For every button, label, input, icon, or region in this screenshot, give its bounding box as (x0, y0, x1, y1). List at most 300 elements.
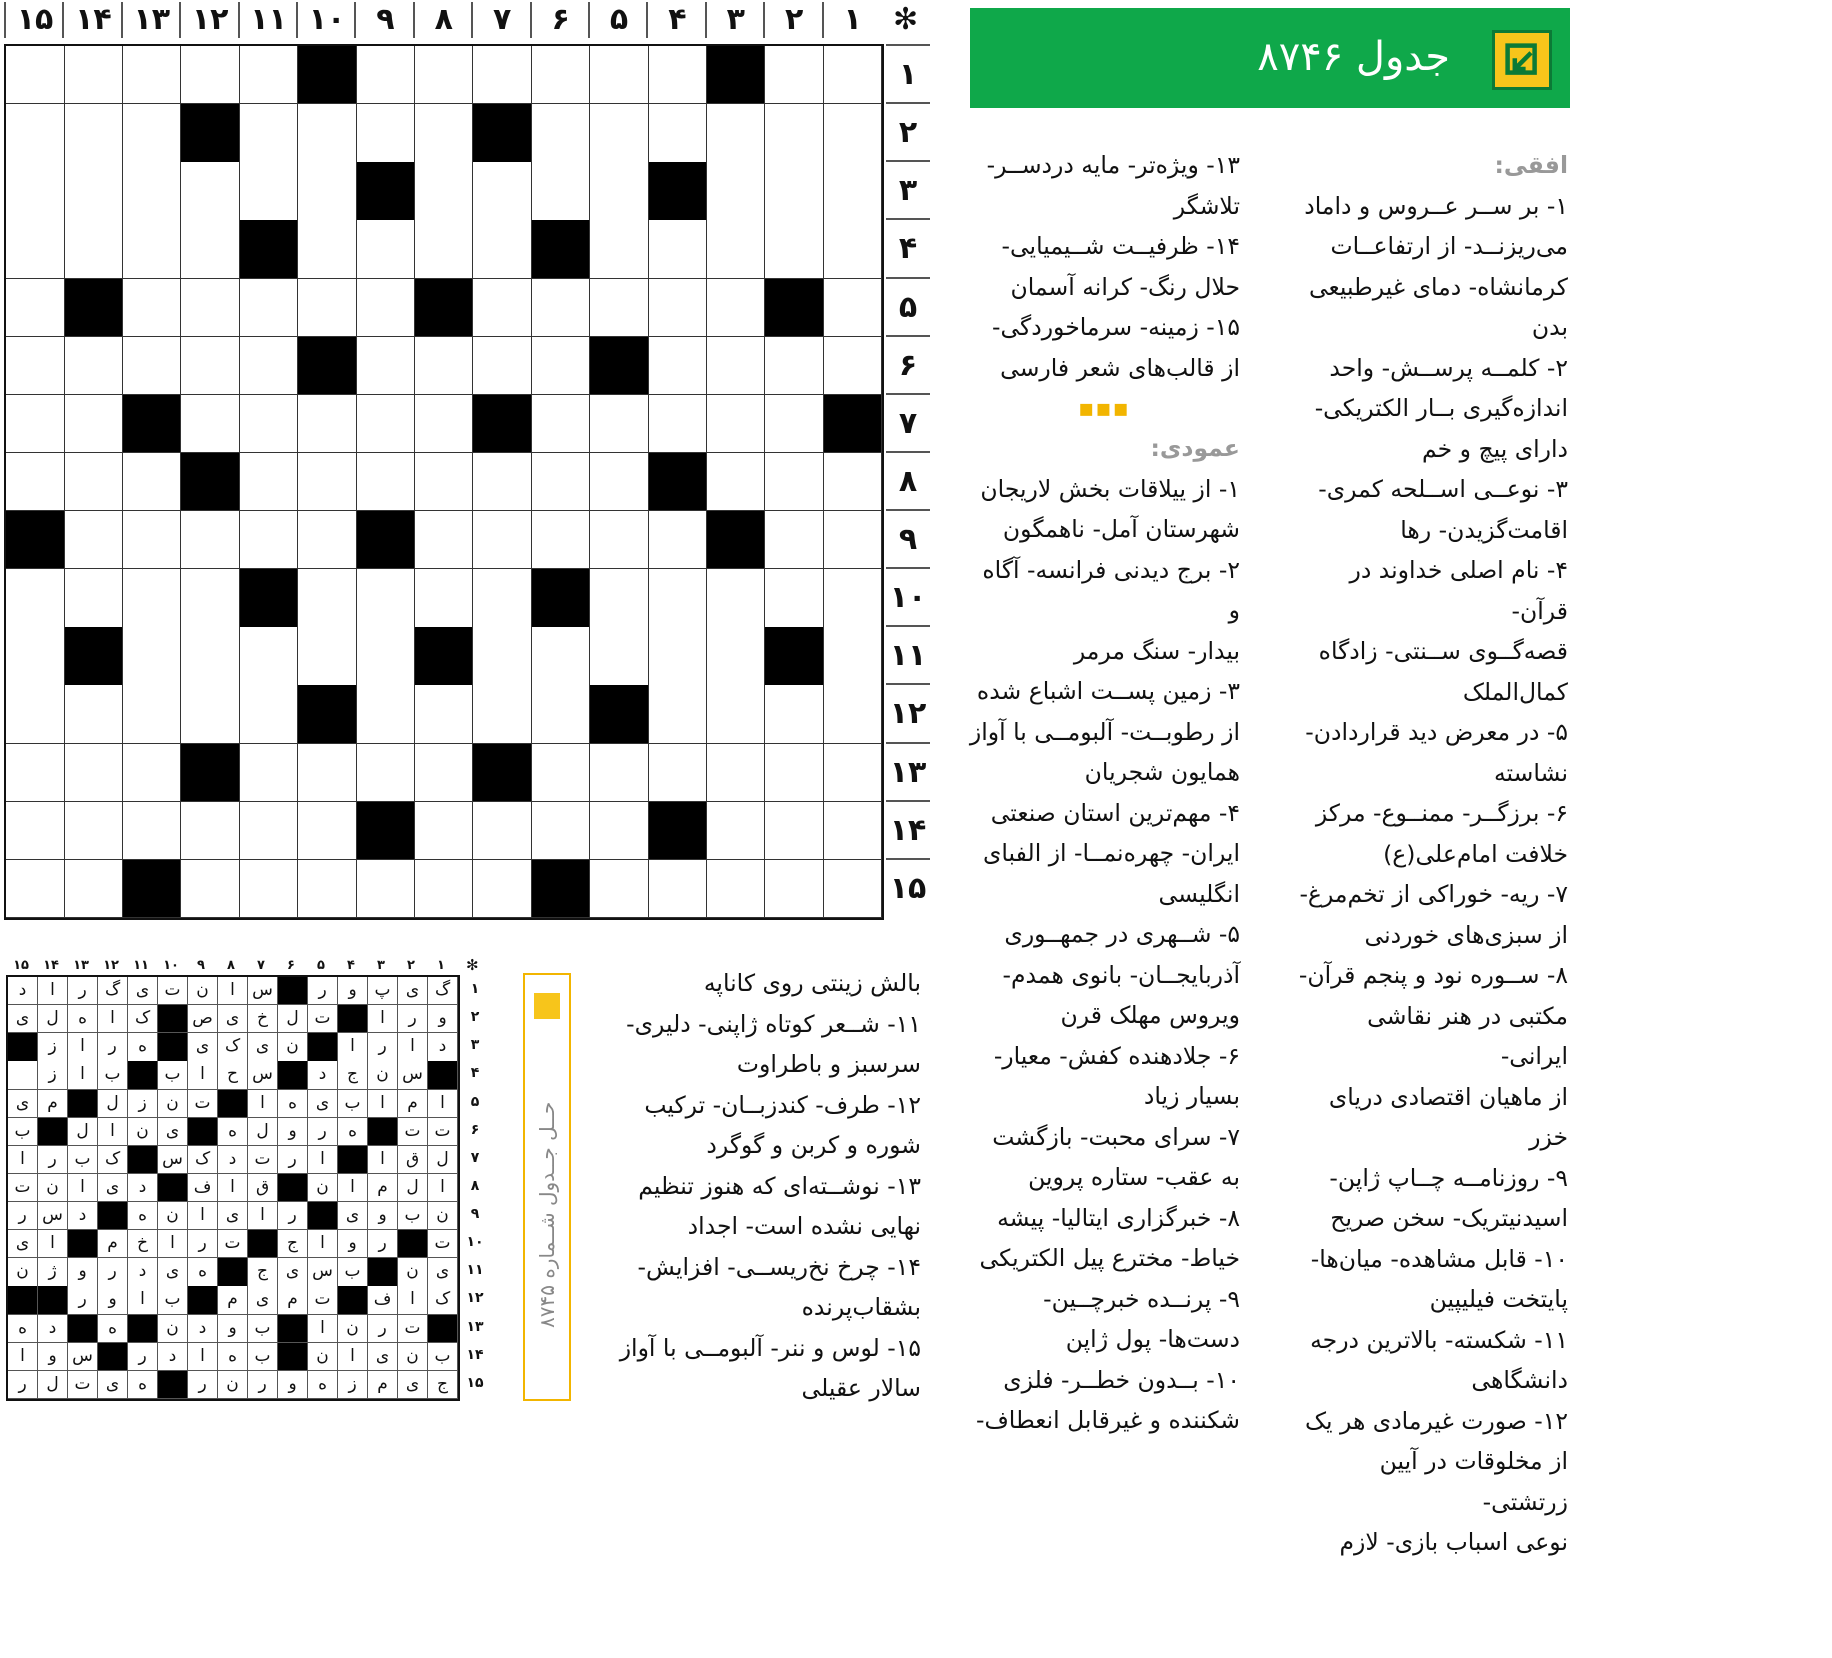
solution-cell: ی (8, 1090, 38, 1118)
grid-cell[interactable] (648, 627, 707, 685)
grid-cell[interactable] (824, 220, 883, 278)
solution-cell: خ (128, 1230, 158, 1258)
crossword-grid[interactable] (4, 44, 884, 920)
grid-cell[interactable] (707, 337, 766, 395)
grid-cell[interactable] (532, 627, 591, 685)
grid-cell[interactable] (181, 220, 240, 278)
grid-cell[interactable] (181, 46, 240, 104)
grid-cell[interactable] (590, 104, 649, 162)
grid-cell[interactable] (181, 511, 240, 569)
grid-cell[interactable] (824, 685, 883, 743)
grid-cell[interactable] (356, 104, 415, 162)
solution-black-cell (68, 1230, 98, 1258)
grid-cell[interactable] (415, 744, 474, 802)
grid-cell[interactable] (415, 685, 474, 743)
grid-cell[interactable] (356, 46, 415, 104)
grid-cell[interactable] (765, 337, 824, 395)
grid-cell[interactable] (707, 104, 766, 162)
solution-cell: د (218, 1146, 248, 1174)
grid-cell[interactable] (6, 162, 65, 220)
solution-cell: س (158, 1146, 188, 1174)
grid-cell[interactable] (415, 860, 474, 918)
solution-cell: د (158, 1343, 188, 1371)
grid-cell[interactable] (6, 627, 65, 685)
grid-cell[interactable] (240, 453, 299, 511)
solution-cell: ت (428, 1230, 458, 1258)
solution-cell: ر (248, 1371, 278, 1399)
grid-cell[interactable] (6, 569, 65, 627)
grid-cell[interactable] (415, 395, 474, 453)
solution-cell: م (278, 1286, 308, 1314)
grid-cell[interactable] (123, 802, 182, 860)
grid-cell[interactable] (6, 685, 65, 743)
solution-black-cell (218, 1258, 248, 1286)
grid-cell[interactable] (181, 685, 240, 743)
grid-cell[interactable] (590, 860, 649, 918)
grid-cell[interactable] (824, 279, 883, 337)
grid-black-cell (648, 162, 707, 220)
solution-black-cell (68, 1090, 98, 1118)
grid-cell[interactable] (64, 46, 123, 104)
grid-cell[interactable] (298, 162, 357, 220)
grid-black-cell (240, 569, 299, 627)
clue-line: انگلیسی (1158, 879, 1240, 908)
grid-cell[interactable] (473, 685, 532, 743)
grid-cell[interactable] (824, 802, 883, 860)
grid-cell[interactable] (532, 802, 591, 860)
grid-cell[interactable] (298, 802, 357, 860)
grid-cell[interactable] (532, 744, 591, 802)
grid-cell[interactable] (532, 46, 591, 104)
grid-cell[interactable] (240, 279, 299, 337)
grid-cell[interactable] (648, 337, 707, 395)
grid-cell[interactable] (648, 279, 707, 337)
grid-cell[interactable] (415, 511, 474, 569)
grid-cell[interactable] (765, 569, 824, 627)
grid-cell[interactable] (765, 685, 824, 743)
solution-cell: ل (98, 1090, 128, 1118)
grid-cell[interactable] (356, 685, 415, 743)
solution-cell: ه (338, 1118, 368, 1146)
grid-cell[interactable] (181, 279, 240, 337)
grid-cell[interactable] (181, 802, 240, 860)
grid-cell[interactable] (415, 337, 474, 395)
grid-cell[interactable] (532, 395, 591, 453)
grid-cell[interactable] (181, 860, 240, 918)
grid-cell[interactable] (707, 162, 766, 220)
grid-cell[interactable] (181, 395, 240, 453)
grid-cell[interactable] (64, 802, 123, 860)
grid-cell[interactable] (648, 860, 707, 918)
solution-black-cell (8, 1033, 38, 1061)
grid-cell[interactable] (590, 802, 649, 860)
grid-cell[interactable] (765, 46, 824, 104)
grid-cell[interactable] (532, 279, 591, 337)
grid-cell[interactable] (473, 220, 532, 278)
clue-line: ۱۲- صورت غیرمادی هر یک (1304, 1406, 1568, 1435)
grid-cell[interactable] (240, 104, 299, 162)
solution-cell: د (428, 1033, 458, 1061)
solution-cell: س (68, 1343, 98, 1371)
solution-cell: ا (68, 1061, 98, 1089)
clue-line: بشقاب‌پرنده (801, 1293, 921, 1321)
grid-cell[interactable] (123, 220, 182, 278)
grid-cell[interactable] (648, 569, 707, 627)
solution-cell: ی (128, 977, 158, 1005)
grid-cell[interactable] (473, 337, 532, 395)
row-number: ۱۴ (886, 800, 930, 858)
grid-cell[interactable] (240, 511, 299, 569)
clue-line: ۴- مهم‌ترین استان صنعتی (990, 798, 1240, 827)
grid-cell[interactable] (707, 744, 766, 802)
solution-column-number: ۱۴ (43, 958, 59, 973)
grid-cell[interactable] (648, 46, 707, 104)
solution-column-number: ۵ (317, 958, 325, 973)
grid-cell[interactable] (590, 46, 649, 104)
solution-cell: ن (338, 1315, 368, 1343)
solution-cell: ن (398, 1258, 428, 1286)
grid-cell[interactable] (473, 511, 532, 569)
clue-line: نوعی اسباب بازی- لازم (1339, 1528, 1568, 1556)
grid-cell[interactable] (590, 220, 649, 278)
grid-cell[interactable] (123, 279, 182, 337)
solution-cell: ه (188, 1258, 218, 1286)
grid-cell[interactable] (415, 162, 474, 220)
solution-cell: ف (188, 1174, 218, 1202)
grid-cell[interactable] (824, 104, 883, 162)
solution-black-cell (278, 1315, 308, 1343)
clue-line: ۱- از ییلاقات بخش لاریجان (980, 474, 1240, 503)
grid-cell[interactable] (6, 337, 65, 395)
solution-black-cell (278, 1343, 308, 1371)
grid-cell[interactable] (64, 104, 123, 162)
grid-cell[interactable] (240, 860, 299, 918)
grid-cell[interactable] (765, 395, 824, 453)
grid-cell[interactable] (64, 453, 123, 511)
grid-cell[interactable] (240, 685, 299, 743)
grid-cell[interactable] (6, 860, 65, 918)
grid-cell[interactable] (707, 453, 766, 511)
grid-cell[interactable] (181, 337, 240, 395)
grid-cell[interactable] (356, 395, 415, 453)
grid-cell[interactable] (181, 569, 240, 627)
grid-cell[interactable] (123, 627, 182, 685)
clue-line: ۹- روزنامــه چــاپ ژاپن- (1329, 1163, 1568, 1192)
grid-cell[interactable] (123, 162, 182, 220)
grid-cell[interactable] (298, 569, 357, 627)
grid-cell[interactable] (707, 685, 766, 743)
grid-cell[interactable] (532, 104, 591, 162)
solution-cell: ا (338, 1174, 368, 1202)
grid-cell[interactable] (6, 104, 65, 162)
grid-cell[interactable] (532, 511, 591, 569)
grid-cell[interactable] (64, 569, 123, 627)
solution-cell: ی (158, 1118, 188, 1146)
grid-cell[interactable] (824, 453, 883, 511)
grid-cell[interactable] (765, 802, 824, 860)
grid-cell[interactable] (181, 162, 240, 220)
grid-cell[interactable] (64, 744, 123, 802)
grid-cell[interactable] (240, 46, 299, 104)
solution-black-cell (428, 1315, 458, 1343)
grid-cell[interactable] (240, 627, 299, 685)
clues-middle-column (968, 145, 1240, 1441)
grid-black-cell (707, 46, 766, 104)
solution-cell: و (218, 1315, 248, 1343)
grid-cell[interactable] (6, 802, 65, 860)
solution-black-cell (428, 1061, 458, 1089)
solution-cell: ا (188, 1202, 218, 1230)
grid-cell[interactable] (6, 220, 65, 278)
grid-cell[interactable] (473, 569, 532, 627)
grid-cell[interactable] (648, 220, 707, 278)
grid-cell[interactable] (765, 104, 824, 162)
grid-cell[interactable] (298, 395, 357, 453)
grid-cell[interactable] (123, 46, 182, 104)
grid-cell[interactable] (415, 453, 474, 511)
solution-black-cell (338, 1005, 368, 1033)
grid-cell[interactable] (415, 46, 474, 104)
grid-cell[interactable] (64, 220, 123, 278)
grid-cell[interactable] (707, 627, 766, 685)
grid-cell[interactable] (64, 395, 123, 453)
column-number: ۱۰ (296, 2, 356, 38)
solution-cell: ا (338, 1343, 368, 1371)
solution-cell: ر (98, 1258, 128, 1286)
clue-line: ۱۰- قابل مشاهده- میان‌ها- (1310, 1244, 1568, 1273)
clue-line: اسیدنیتریک- سخن صریح (1330, 1204, 1568, 1232)
solution-cell: و (428, 1005, 458, 1033)
grid-cell[interactable] (590, 453, 649, 511)
solution-cell: ن (158, 1090, 188, 1118)
row-number: ۵ (886, 277, 930, 335)
grid-cell[interactable] (415, 220, 474, 278)
grid-black-cell (123, 395, 182, 453)
grid-cell[interactable] (298, 860, 357, 918)
grid-cell[interactable] (240, 162, 299, 220)
solution-row-numbers (462, 975, 488, 1401)
clue-line: از مخلوقات در آیین زرتشتی- (1379, 1447, 1568, 1516)
grid-cell[interactable] (532, 162, 591, 220)
grid-cell[interactable] (590, 162, 649, 220)
grid-black-cell (473, 395, 532, 453)
grid-cell[interactable] (298, 744, 357, 802)
grid-cell[interactable] (356, 220, 415, 278)
grid-cell[interactable] (415, 802, 474, 860)
solution-cell: ب (8, 1118, 38, 1146)
grid-cell[interactable] (473, 279, 532, 337)
solution-cell: ا (38, 1230, 68, 1258)
grid-cell[interactable] (123, 453, 182, 511)
grid-cell[interactable] (298, 104, 357, 162)
grid-cell[interactable] (123, 104, 182, 162)
column-number: ۲ (763, 2, 823, 38)
grid-cell[interactable] (824, 162, 883, 220)
grid-cell[interactable] (590, 744, 649, 802)
grid-cell[interactable] (648, 685, 707, 743)
grid-cell[interactable] (356, 860, 415, 918)
grid-cell[interactable] (648, 104, 707, 162)
grid-cell[interactable] (356, 279, 415, 337)
grid-cell[interactable] (765, 453, 824, 511)
grid-cell[interactable] (590, 511, 649, 569)
grid-cell[interactable] (824, 46, 883, 104)
solution-cell: ر (308, 1118, 338, 1146)
grid-cell[interactable] (824, 744, 883, 802)
solution-cell: ه (278, 1090, 308, 1118)
grid-cell[interactable] (123, 337, 182, 395)
grid-cell[interactable] (824, 337, 883, 395)
clue-line: ۱- بر ســر عــروس و داماد (1304, 191, 1568, 220)
grid-cell[interactable] (6, 279, 65, 337)
clue-line: ۳- زمین پســت اشباع شده (976, 677, 1240, 705)
grid-cell[interactable] (64, 337, 123, 395)
grid-cell[interactable] (473, 860, 532, 918)
grid-cell[interactable] (415, 569, 474, 627)
grid-cell[interactable] (240, 802, 299, 860)
grid-cell[interactable] (298, 511, 357, 569)
grid-cell[interactable] (415, 104, 474, 162)
grid-cell[interactable] (123, 744, 182, 802)
grid-cell[interactable] (532, 685, 591, 743)
grid-cell[interactable] (824, 569, 883, 627)
clue-line: پایتخت فیلیپین (1429, 1285, 1568, 1313)
grid-cell[interactable] (64, 162, 123, 220)
grid-cell[interactable] (298, 627, 357, 685)
row-number: ۹ (886, 509, 930, 567)
solution-cell: ا (398, 1033, 428, 1061)
grid-cell[interactable] (765, 220, 824, 278)
clue-line: شکننده و غیرقابل انعطاف- (975, 1406, 1240, 1434)
grid-cell[interactable] (824, 860, 883, 918)
grid-cell[interactable] (648, 395, 707, 453)
solution-cell: ر (368, 1033, 398, 1061)
clue-line: مکتبی در هنر نقاشی ایرانی- (1367, 1001, 1568, 1070)
grid-cell[interactable] (648, 744, 707, 802)
solution-column-number: ۲ (407, 958, 415, 973)
grid-cell[interactable] (765, 162, 824, 220)
grid-cell[interactable] (6, 46, 65, 104)
grid-cell[interactable] (707, 860, 766, 918)
clues-left-column (598, 963, 921, 1409)
clue-line: ۱۵- زمینه- سرماخوردگی- (991, 313, 1240, 341)
grid-cell[interactable] (473, 162, 532, 220)
grid-cell[interactable] (64, 860, 123, 918)
grid-cell[interactable] (590, 627, 649, 685)
grid-cell[interactable] (707, 220, 766, 278)
solution-cell: ب (248, 1315, 278, 1343)
solution-cell: د (8, 977, 38, 1005)
clue-line: نهایی نشده است- اجداد (687, 1212, 921, 1240)
grid-cell[interactable] (240, 744, 299, 802)
solution-cell: ن (38, 1174, 68, 1202)
solution-cell: ی (308, 1090, 338, 1118)
grid-black-cell (473, 744, 532, 802)
clue-heading: عمودی: (1150, 434, 1240, 462)
solution-cell: ن (398, 1343, 428, 1371)
solution-black-cell (308, 1033, 338, 1061)
solution-cell: ی (188, 1033, 218, 1061)
clue-line: ۱۴- ظرفیــت شــیمیایی- (1001, 232, 1240, 260)
grid-cell[interactable] (707, 395, 766, 453)
grid-cell[interactable] (6, 395, 65, 453)
grid-cell[interactable] (824, 511, 883, 569)
solution-cell: خ (248, 1005, 278, 1033)
grid-cell[interactable] (240, 395, 299, 453)
column-number: ۵ (588, 2, 648, 38)
grid-cell[interactable] (356, 627, 415, 685)
grid-cell[interactable] (473, 453, 532, 511)
grid-cell[interactable] (532, 337, 591, 395)
grid-cell[interactable] (648, 511, 707, 569)
solution-cell: ت (398, 1315, 428, 1343)
grid-cell[interactable] (240, 337, 299, 395)
grid-cell[interactable] (356, 337, 415, 395)
grid-cell[interactable] (181, 627, 240, 685)
solution-column-number: ۱۳ (73, 958, 89, 973)
grid-cell[interactable] (707, 569, 766, 627)
clue-line: بالش زینتی روی کاناپه (703, 969, 921, 997)
grid-cell[interactable] (824, 627, 883, 685)
grid-cell[interactable] (473, 627, 532, 685)
grid-cell[interactable] (356, 744, 415, 802)
grid-cell[interactable] (765, 744, 824, 802)
clue-line: دارای پیچ و خم (1422, 434, 1568, 463)
grid-cell[interactable] (765, 511, 824, 569)
solution-cell: ق (248, 1174, 278, 1202)
grid-cell[interactable] (473, 46, 532, 104)
grid-cell[interactable] (356, 453, 415, 511)
clues-right-column (1298, 145, 1568, 1563)
grid-cell[interactable] (765, 860, 824, 918)
clue-line: دانشگاهی (1471, 1366, 1568, 1394)
clue-line: اندازه‌گیری بــار الکتریکی- (1314, 394, 1568, 422)
grid-cell[interactable] (590, 569, 649, 627)
solution-cell: ا (38, 977, 68, 1005)
grid-cell[interactable] (707, 279, 766, 337)
grid-cell[interactable] (64, 685, 123, 743)
clue-line: سرسبز و باطراوت (736, 1050, 921, 1078)
solution-black-cell (248, 1230, 278, 1258)
solution-black-cell (188, 1286, 218, 1314)
solution-cell: ا (368, 1146, 398, 1174)
solution-cell: ج (338, 1061, 368, 1089)
grid-cell[interactable] (6, 744, 65, 802)
grid-cell[interactable] (6, 453, 65, 511)
grid-cell[interactable] (356, 569, 415, 627)
solution-cell: ب (158, 1061, 188, 1089)
grid-cell[interactable] (707, 802, 766, 860)
grid-cell[interactable] (532, 453, 591, 511)
grid-cell[interactable] (590, 279, 649, 337)
grid-cell[interactable] (123, 685, 182, 743)
grid-cell[interactable] (123, 569, 182, 627)
solution-cell: ر (128, 1343, 158, 1371)
grid-cell[interactable] (298, 220, 357, 278)
grid-cell[interactable] (298, 453, 357, 511)
grid-cell[interactable] (123, 511, 182, 569)
grid-cell[interactable] (298, 279, 357, 337)
grid-cell[interactable] (473, 802, 532, 860)
clue-line: ۸- خبرگزاری ایتالیا- پیشه (997, 1203, 1240, 1232)
grid-black-cell (356, 162, 415, 220)
solution-cell: ر (98, 1033, 128, 1061)
grid-cell[interactable] (590, 395, 649, 453)
solution-cell: ب (68, 1146, 98, 1174)
solution-cell: ا (8, 1343, 38, 1371)
solution-title: حــل جــدول شــماره ۸۷۴۵ (535, 1101, 559, 1329)
grid-cell[interactable] (64, 511, 123, 569)
